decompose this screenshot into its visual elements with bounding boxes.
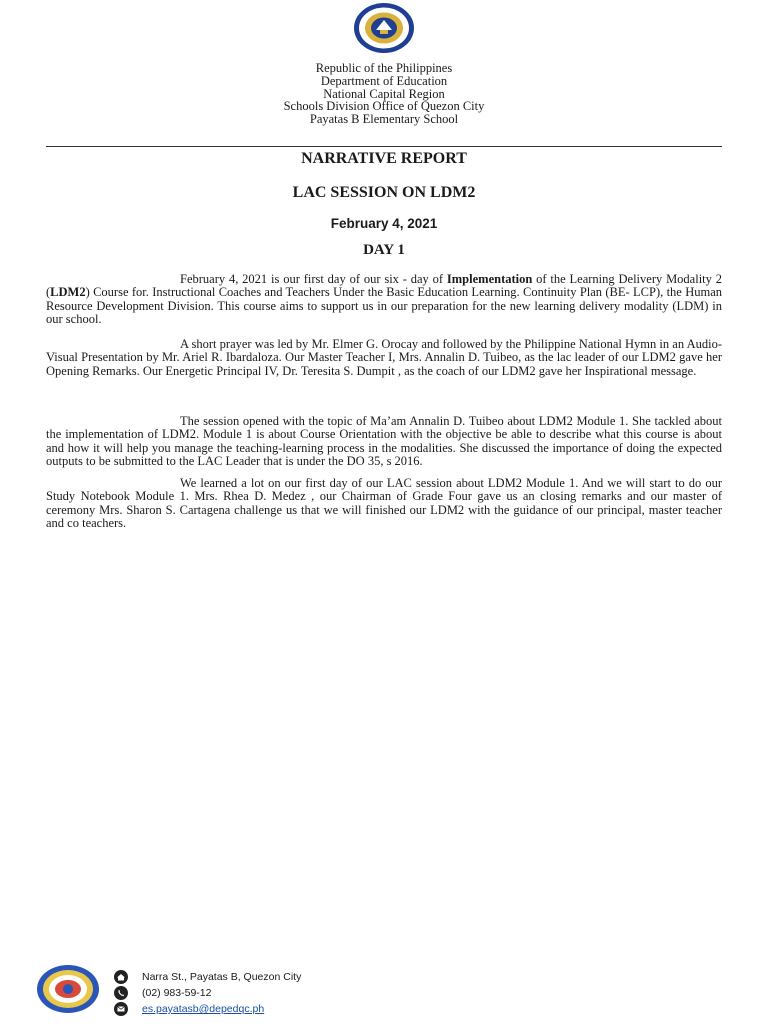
paragraph-1-text: of the Learning Delivery Modality 2 ( (46, 272, 722, 300)
paragraph-1-text: February 4, 2021 is our first day of our six - day of (180, 272, 447, 286)
deped-seal-logo (352, 2, 416, 54)
letterhead-line: National Capital Region (323, 86, 445, 101)
paragraph-4-text: We learned a lot on our first day of our LAC session about LDM2 Module 1. And we will start to do our Study Notebook Module 1. Mrs. Rhea D. Medez , our Chairman of Grade Four gave us an closing remarks and our master of ceremony Mrs. Sharon S. Cartagena challenge us that we will finished our LDM2 with the guidance of our principal, master teacher and co teachers. (46, 476, 722, 531)
header-divider (46, 146, 722, 147)
letterhead-line: Schools Division Office of Quezon City (283, 99, 485, 114)
paragraph-4 (46, 477, 722, 531)
home-icon (114, 970, 128, 984)
paragraph-2-text: A short prayer was led by Mr. Elmer G. Orocay and followed by the Philippine National Hymn in an Audio-Visual Presentation by Mr. Ariel R. Ibardaloza. Our Master Teacher I, Mrs. Annalin D. Tuibeo, as the lac leader of our LDM2 gave her Opening Remarks. Our Energetic Principal IV, Dr. Teresita S. Dumpit , as the coach of our LDM2 gave her Inspirational message. (46, 337, 722, 378)
letterhead-line: Department of Education (320, 73, 448, 88)
phone-text: (02) 983-59-12 (142, 987, 212, 999)
paragraph-1-bold: Implementation (446, 272, 533, 286)
address-text: Narra St., Payatas B, Quezon City (142, 971, 302, 983)
letterhead-line: Republic of the Philippines (315, 61, 453, 75)
email-icon (114, 1002, 128, 1016)
paragraph-3 (46, 415, 722, 469)
phone-icon (114, 986, 128, 1000)
letterhead (0, 62, 768, 126)
report-date: February 4, 2021 (330, 216, 438, 231)
paragraph-1 (46, 273, 722, 327)
paragraph-1-bold: LDM2 (50, 285, 86, 300)
session-title: LAC SESSION ON LDM2 (292, 184, 476, 201)
paragraph-1-text: ) Course for. Instructional Coaches and Teachers Under the Basic Education Learning. Continuity Plan (BE- LCP), the Human Resource Development Division. This course aims to support us in our preparation for the new learning delivery modality (LDM) in our school. (46, 285, 722, 327)
footer-email (114, 1002, 264, 1016)
report-title: NARRATIVE REPORT (301, 150, 467, 167)
email-link[interactable]: es.payatasb@depedqc.ph (142, 1003, 265, 1015)
paragraph-2 (46, 338, 722, 378)
letterhead-line: Payatas B Elementary School (309, 112, 459, 127)
school-logo (36, 964, 100, 1014)
paragraph-3-text: The session opened with the topic of Ma’am Annalin D. Tuibeo about LDM2 Module 1. She tackled about the implementation of LDM2. Module 1 is about Course Orientation with the objective be able to describe what this course is about and how it will help you manage the teaching-learning process in the modalities. She discussed the importance of doing the expected outputs to be submitted to the LAC Leader that is under the DO 35, s 2016. (46, 414, 722, 469)
footer-phone (114, 986, 211, 1000)
footer-address (114, 970, 301, 984)
day-label: DAY 1 (363, 242, 405, 258)
